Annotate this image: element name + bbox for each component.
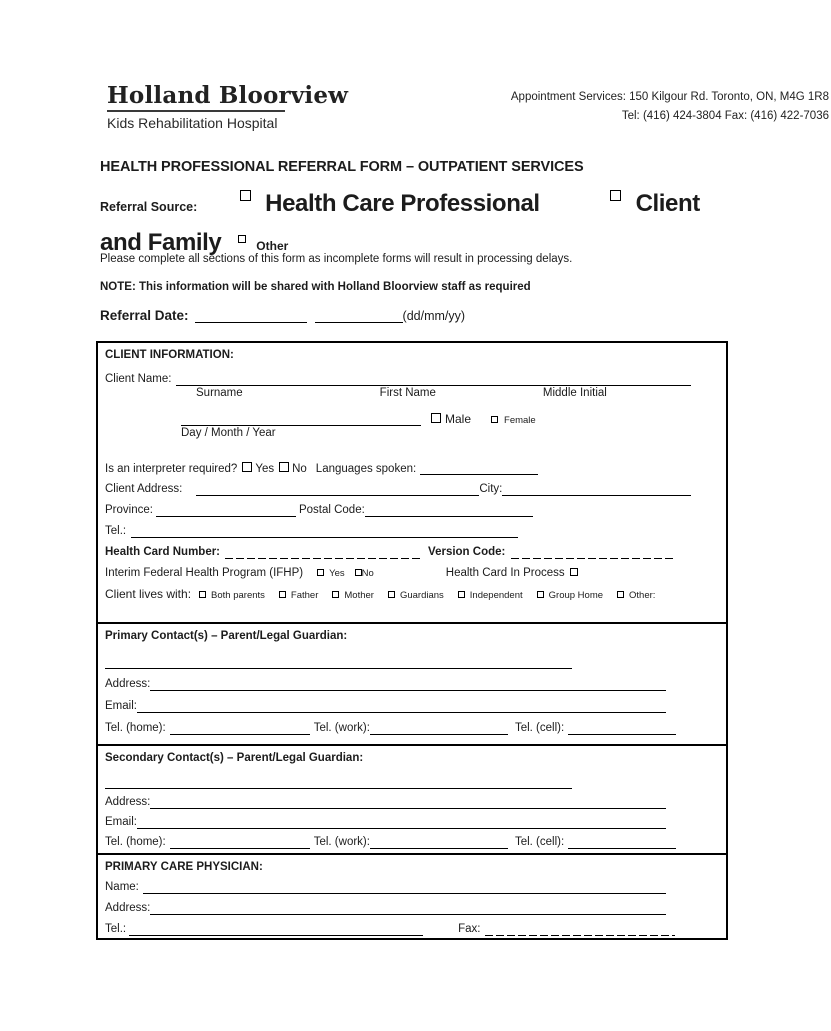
primary-contact-name-row — [105, 656, 718, 669]
form-title: HEALTH PROFESSIONAL REFERRAL FORM – OUTPATIENT SERVICES — [100, 159, 584, 175]
city-label: City: — [479, 483, 503, 495]
instructions-text: Please complete all sections of this form as incomplete forms will result in processing delays. — [100, 253, 573, 265]
referral-source-label: Referral Source: — [100, 200, 198, 214]
postal-code-label: Postal Code: — [298, 504, 365, 516]
checkbox-other-source[interactable] — [238, 235, 246, 243]
city-field[interactable] — [502, 483, 691, 496]
checkbox-ifhp-yes[interactable] — [317, 569, 324, 576]
client-address-label: Client Address: — [105, 483, 183, 495]
dob-sublabel: Day / Month / Year — [181, 427, 276, 439]
interpreter-row — [105, 462, 718, 475]
secondary-contact-heading: Secondary Contact(s) – Parent/Legal Guardian: — [105, 752, 364, 764]
referral-date-label: Referral Date: — [100, 308, 189, 323]
female-label: Female — [504, 415, 536, 426]
secondary-tel-row — [105, 836, 718, 849]
lives-with-label: Client lives with: — [105, 587, 192, 601]
secondary-email-label: Email: — [105, 816, 137, 828]
secondary-tel-home-label: Tel. (home): — [105, 836, 166, 848]
primary-tel-work-field[interactable] — [370, 722, 508, 735]
secondary-address-label: Address: — [105, 796, 151, 808]
client-name-sublabels — [105, 387, 718, 399]
header-contact-phone: Tel: (416) 424-3804 Fax: (416) 422-7036 — [621, 110, 829, 122]
secondary-contact-name-row — [105, 776, 718, 789]
client-tel-field[interactable] — [131, 525, 518, 538]
physician-tel-label: Tel.: — [105, 923, 127, 935]
health-card-number-label: Health Card Number: — [105, 546, 221, 558]
client-name-row — [105, 373, 718, 386]
client-address-field[interactable] — [196, 483, 479, 496]
client-information-heading: CLIENT INFORMATION: — [105, 349, 234, 361]
checkbox-independent[interactable] — [458, 591, 465, 598]
referral-date-row — [100, 308, 465, 323]
checkbox-health-care-professional[interactable] — [240, 190, 251, 201]
secondary-address-row — [105, 796, 718, 809]
postal-code-field[interactable] — [365, 504, 533, 517]
client-name-field[interactable] — [176, 373, 691, 386]
checkbox-father[interactable] — [279, 591, 286, 598]
checkbox-female[interactable] — [491, 416, 498, 423]
header-contact-info — [437, 88, 829, 126]
version-code-field[interactable] — [511, 546, 676, 559]
primary-email-label: Email: — [105, 700, 137, 712]
section-primary-care-physician — [98, 853, 726, 936]
secondary-address-field[interactable] — [150, 796, 666, 809]
primary-tel-work-label: Tel. (work): — [313, 722, 370, 734]
dob-sublabel-row — [105, 427, 718, 439]
logo-title: Holland Bloorview — [107, 82, 349, 109]
ifhp-yes-label: Yes — [329, 568, 345, 579]
secondary-tel-cell-label: Tel. (cell): — [514, 836, 565, 848]
physician-name-label: Name: — [105, 881, 139, 893]
secondary-email-field[interactable] — [137, 816, 666, 829]
physician-fax-field[interactable] — [485, 923, 675, 936]
primary-tel-cell-label: Tel. (cell): — [514, 722, 565, 734]
client-tel-label: Tel.: — [105, 525, 127, 537]
checkbox-health-card-in-process[interactable] — [570, 568, 578, 576]
primary-tel-row — [105, 722, 718, 735]
primary-address-label: Address: — [105, 678, 151, 690]
secondary-email-row — [105, 816, 718, 829]
secondary-tel-work-label: Tel. (work): — [313, 836, 370, 848]
interpreter-label: Is an interpreter required? — [105, 463, 238, 475]
secondary-contact-name-field[interactable] — [105, 776, 572, 789]
province-field[interactable] — [156, 504, 296, 517]
primary-contact-heading: Primary Contact(s) – Parent/Legal Guardian: — [105, 630, 348, 642]
checkbox-male[interactable] — [431, 413, 441, 423]
header-contact-address: Appointment Services: 150 Kilgour Rd. Toronto, ON, M4G 1R8 — [510, 91, 829, 103]
province-label: Province: — [105, 504, 153, 516]
hospital-logo — [107, 82, 349, 131]
logo-subtitle: Kids Rehabilitation Hospital — [107, 115, 278, 131]
both-parents-label: Both parents — [211, 590, 265, 601]
ifhp-label: Interim Federal Health Program (IFHP) — [105, 567, 304, 579]
primary-email-row — [105, 700, 718, 713]
version-code-label: Version Code: — [428, 546, 506, 558]
first-name-sublabel: First Name — [379, 387, 436, 399]
health-card-row — [105, 546, 718, 559]
primary-tel-home-label: Tel. (home): — [105, 722, 166, 734]
secondary-tel-home-field[interactable] — [170, 836, 310, 849]
section-primary-contact — [98, 622, 726, 744]
secondary-tel-cell-field[interactable] — [568, 836, 676, 849]
physician-tel-field[interactable] — [129, 923, 423, 936]
health-card-number-field[interactable] — [225, 546, 421, 559]
checkbox-guardians[interactable] — [388, 591, 395, 598]
province-postal-row — [105, 504, 718, 517]
option-other-source: Other — [256, 239, 289, 253]
note-text: NOTE: This information will be shared with Holland Bloorview staff as required — [100, 281, 531, 293]
health-card-in-process-label: Health Card In Process — [445, 567, 565, 579]
lives-with-row — [105, 587, 718, 601]
physician-name-field[interactable] — [143, 881, 666, 894]
physician-name-row — [105, 881, 718, 894]
date-of-birth-field[interactable] — [181, 413, 421, 426]
option-health-care-professional: Health Care Professional — [265, 190, 540, 217]
option-client-and-family: Client and Family — [100, 190, 700, 256]
mother-label: Mother — [344, 590, 374, 601]
checkbox-both-parents[interactable] — [199, 591, 206, 598]
primary-address-row — [105, 678, 718, 691]
physician-address-row — [105, 902, 718, 915]
primary-contact-name-field[interactable] — [105, 656, 572, 669]
physician-tel-row — [105, 923, 718, 936]
lives-with-other-label: Other: — [629, 590, 656, 601]
ifhp-no-label: No — [361, 568, 374, 579]
client-tel-row — [105, 525, 718, 538]
guardians-label: Guardians — [399, 590, 444, 601]
referral-date-field-day[interactable] — [195, 310, 307, 323]
surname-sublabel: Surname — [196, 387, 243, 399]
independent-label: Independent — [469, 590, 523, 601]
referral-date-field-month[interactable] — [315, 310, 403, 323]
checkbox-ifhp-no[interactable] — [355, 569, 362, 576]
group-home-label: Group Home — [548, 590, 604, 601]
primary-address-field[interactable] — [150, 678, 666, 691]
physician-address-label: Address: — [105, 902, 151, 914]
male-label: Male — [445, 412, 472, 426]
primary-tel-home-field[interactable] — [170, 722, 310, 735]
physician-address-field[interactable] — [150, 902, 666, 915]
ifhp-row — [105, 567, 718, 579]
dob-sex-row — [105, 412, 718, 426]
client-address-row — [105, 483, 718, 496]
middle-initial-sublabel: Middle Initial — [542, 387, 607, 399]
checkbox-client-and-family[interactable] — [610, 190, 621, 201]
secondary-tel-work-field[interactable] — [370, 836, 508, 849]
father-label: Father — [290, 590, 319, 601]
logo-divider — [107, 110, 285, 112]
checkbox-mother[interactable] — [332, 591, 339, 598]
checkbox-lives-with-other[interactable] — [617, 591, 624, 598]
physician-heading: PRIMARY CARE PHYSICIAN: — [105, 861, 263, 873]
checkbox-interpreter-yes[interactable] — [242, 462, 252, 472]
section-client-information — [98, 343, 726, 622]
primary-email-field[interactable] — [137, 700, 666, 713]
primary-tel-cell-field[interactable] — [568, 722, 676, 735]
physician-fax-label: Fax: — [458, 923, 481, 935]
client-name-label: Client Name: — [105, 373, 172, 385]
languages-spoken-label: Languages spoken: — [315, 463, 417, 475]
referral-date-format: (dd/mm/yy) — [402, 309, 466, 323]
checkbox-interpreter-no[interactable] — [279, 462, 289, 472]
form-box — [96, 341, 728, 940]
section-secondary-contact — [98, 744, 726, 853]
interpreter-yes-label: Yes — [255, 463, 275, 475]
languages-spoken-field[interactable] — [420, 462, 538, 475]
checkbox-group-home[interactable] — [537, 591, 544, 598]
interpreter-no-label: No — [292, 463, 307, 475]
